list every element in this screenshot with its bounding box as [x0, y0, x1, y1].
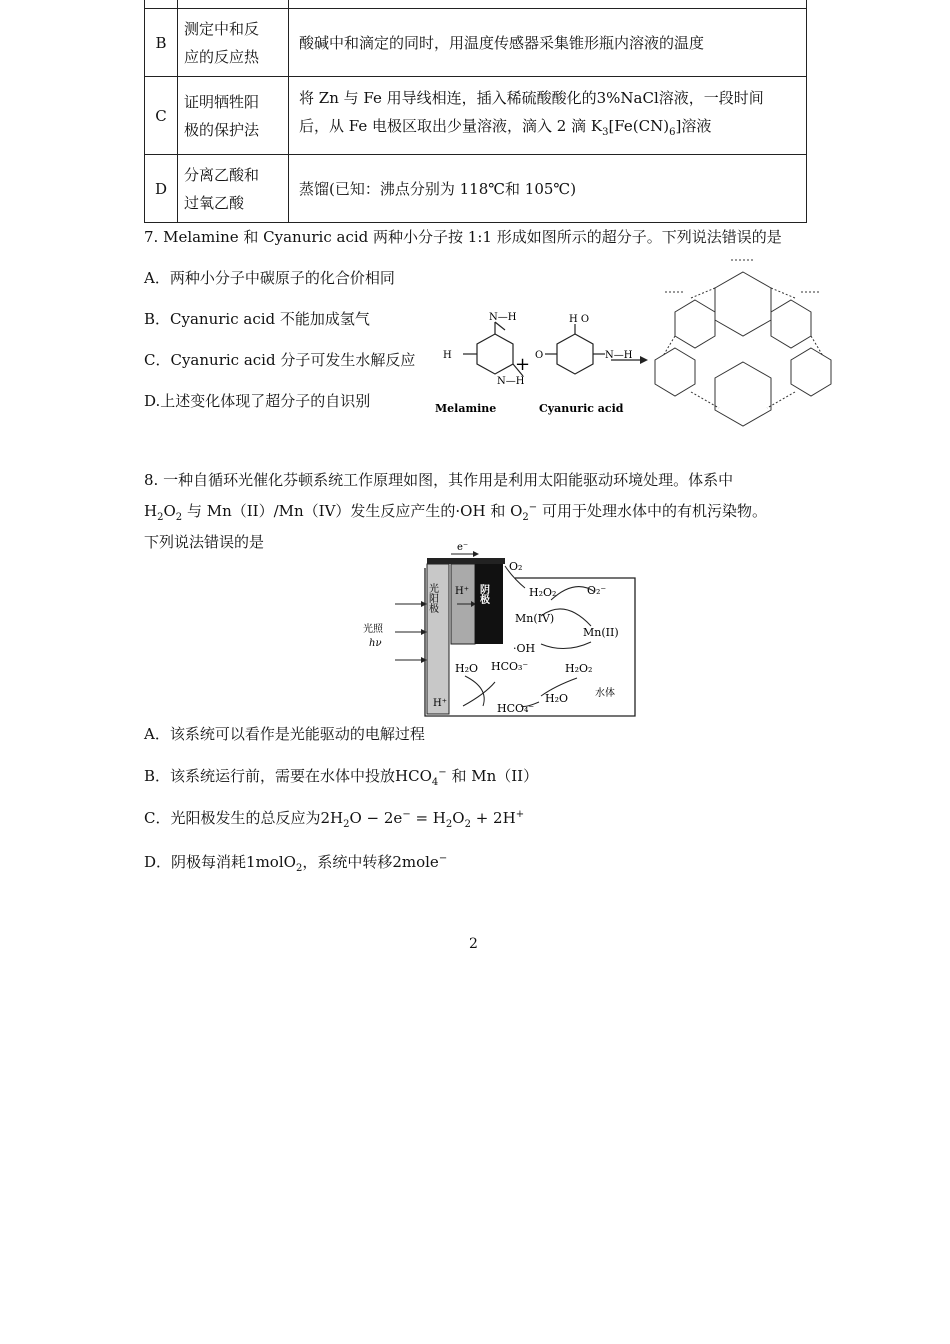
svg-text:N—H: N—H — [489, 312, 517, 323]
q8-option-d: D．阴极每消耗1molO$_2$，系统中转移2mole− — [144, 853, 448, 874]
electron-label: e⁻ — [457, 542, 469, 553]
q8-stem-line3: 下列说法错误的是 — [144, 533, 265, 551]
q8-option-a: A．该系统可以看作是光能驱动的电解过程 — [144, 725, 425, 743]
table-cell — [289, 0, 807, 9]
page-number: 2 — [469, 936, 478, 952]
row-purpose: 分离乙酸和 过氧乙酸 — [178, 155, 289, 223]
table-cell — [178, 0, 289, 9]
table-cell — [145, 0, 178, 9]
q8-stem-line2: $H_2O_2$ 与 Mn（II）/Mn（IV）发生反应产生的·OH 和 $O_2^-$ 可用于处理水体中的有机污染物。 — [144, 502, 767, 523]
species-h2o2-right: H₂O₂ — [565, 662, 593, 675]
photoanode-label: 光阳极 — [426, 583, 438, 613]
q8-stem-line1: 8. 一种自循环光催化芬顿系统工作原理如图，其作用是利用太阳能驱动环境处理。体系中 — [144, 471, 734, 489]
row-method: 将 Zn 与 Fe 用导线相连，插入稀硫酸酸化的3%NaCl溶液，一段时间 后，从 Fe 电极区取出少量溶液，滴入 2 滴 $K_3[Fe(CN)_6]$溶液 — [289, 77, 807, 155]
q8-option-c: C．光阳极发生的总反应为$2H_2O - 2e^- = H_2O_2 + 2H^+$ — [144, 809, 525, 830]
row-method: 酸碱中和滴定的同时，用温度传感器采集锥形瓶内溶液的温度 — [289, 9, 807, 77]
q8-option-b: B．该系统运行前，需要在水体中投放$HCO_4^-$ 和 Mn（II） — [144, 767, 539, 788]
fenton-system-figure — [355, 538, 645, 720]
species-mn2: Mn(II) — [583, 626, 619, 639]
row-purpose: 测定中和反 应的反应热 — [178, 9, 289, 77]
cyanuric-structure — [545, 324, 605, 374]
q7-option-a: A．两种小分子中碳原子的化合价相同 — [144, 269, 395, 287]
q7-stem: 7. Melamine 和 Cyanuric acid 两种小分子按 1:1 形成如图所示的超分子。下列说法错误的是 — [144, 228, 782, 246]
hv-label: hν — [369, 638, 382, 649]
svg-text:N—H: N—H — [605, 350, 633, 361]
species-o2-minus: O₂⁻ — [587, 584, 607, 597]
species-oh: ·OH — [513, 642, 536, 655]
row-purpose: 证明牺牲阳 极的保护法 — [178, 77, 289, 155]
svg-text:H: H — [443, 350, 452, 361]
cyanuric-label: Cyanuric acid — [539, 402, 624, 415]
table-row — [145, 155, 807, 223]
melamine-label: Melamine — [435, 402, 497, 415]
svg-text:H O: H O — [569, 314, 590, 325]
supramolecule-figure — [435, 252, 850, 442]
melamine-structure — [463, 322, 523, 376]
cathode — [475, 564, 503, 644]
svg-text:N—H: N—H — [497, 376, 525, 387]
svg-text:O: O — [535, 350, 544, 361]
hplus-top: H⁺ — [455, 586, 469, 597]
q7-option-b: B．Cyanuric acid 不能加成氢气 — [144, 310, 370, 328]
row-key: D — [145, 155, 178, 223]
options-table — [144, 0, 807, 223]
species-hco4: HCO₄⁻ — [497, 702, 535, 715]
row-method: 蒸馏(已知：沸点分别为 118℃和 105℃) — [289, 155, 807, 223]
hplus-bottom: H⁺ — [433, 698, 447, 709]
q7-option-d: D.上述变化体现了超分子的自识别 — [144, 392, 371, 410]
species-o2: O₂ — [509, 560, 523, 573]
q7-option-c: C．Cyanuric acid 分子可发生水解反应 — [144, 351, 416, 369]
row-key: C — [145, 77, 178, 155]
cathode-label: 阴极 — [477, 584, 489, 604]
table-row — [145, 77, 807, 155]
plus-sign: + — [515, 354, 531, 375]
species-hco3: HCO₃⁻ — [491, 660, 529, 673]
row-key: B — [145, 9, 178, 77]
species-h2o-right: H₂O — [545, 692, 569, 705]
species-h2o-left: H₂O — [455, 662, 479, 675]
supramolecule-network — [655, 260, 831, 426]
species-h2o2-top: H₂O₂ — [529, 586, 557, 599]
water-body-label: 水体 — [595, 688, 615, 699]
species-mn4: Mn(IV) — [515, 612, 555, 625]
light-label: 光照 — [363, 624, 383, 635]
table-row — [145, 9, 807, 77]
